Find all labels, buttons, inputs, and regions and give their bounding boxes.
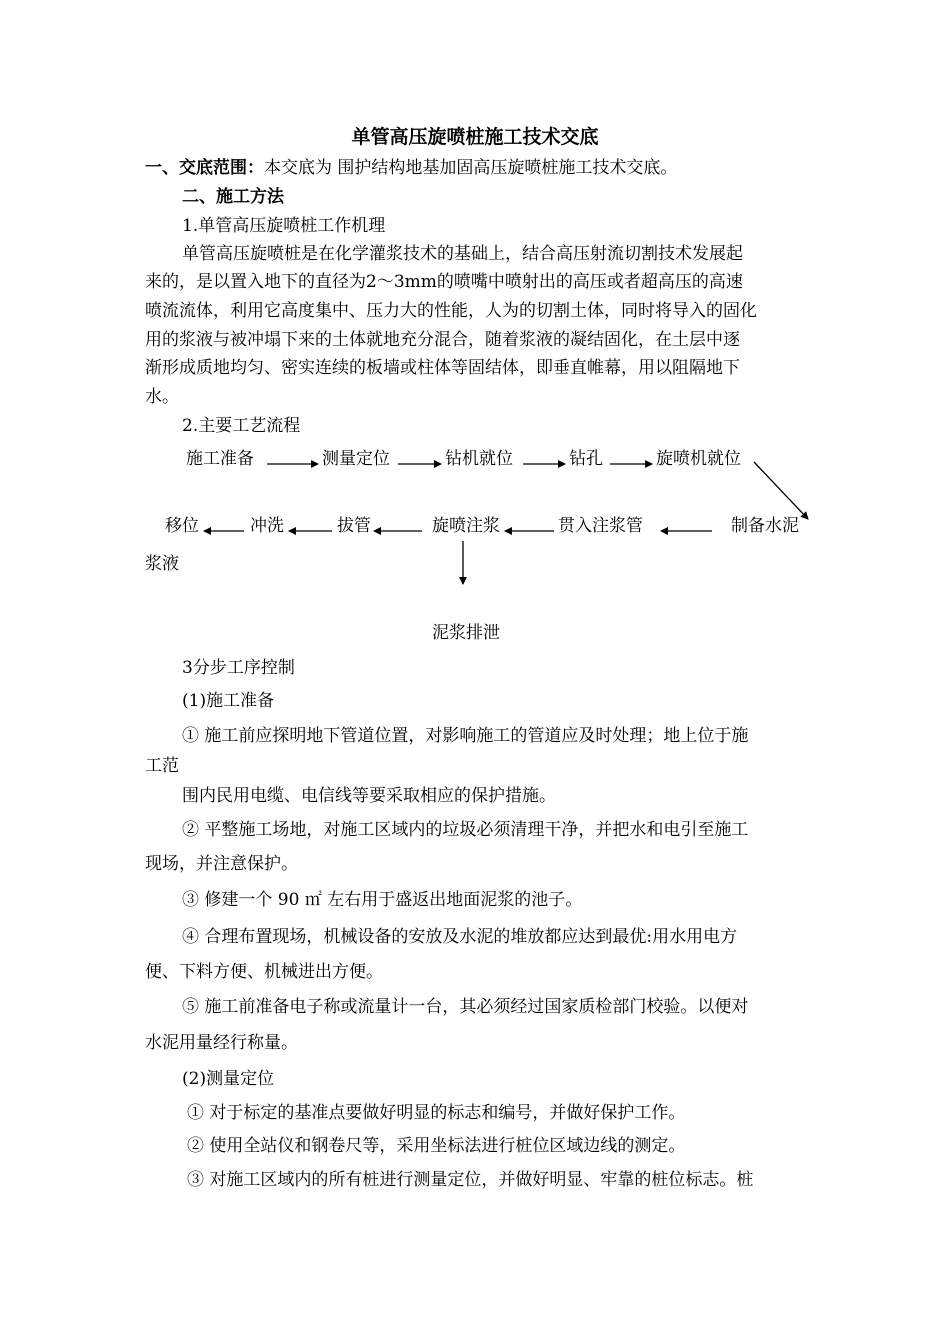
prep-item: 工范 <box>145 756 179 776</box>
mechanism-heading: 1.单管高压旋喷桩工作机理 <box>182 216 386 236</box>
prep-item: ④ 合理布置现场，机械设备的安放及水泥的堆放都应达到最优:用水用电方 <box>182 927 738 947</box>
prep-item: 围内民用电缆、电信线等要采取相应的保护措施。 <box>182 786 556 806</box>
mechanism-line: 水。 <box>145 387 179 407</box>
prep-item: ③ 修建一个 90 ㎡ 左右用于盛返出地面泥浆的池子。 <box>182 890 583 910</box>
scope-label: 一、交底范围： <box>145 158 264 178</box>
flow-step-flush: 冲洗 <box>250 516 284 536</box>
flow-step-jet-rig: 旋喷机就位 <box>656 449 741 469</box>
mechanism-line: 单管高压旋喷桩是在化学灌浆技术的基础上，结合高压射流切割技术发展起 <box>182 244 743 264</box>
prep-item: 水泥用量经行称量。 <box>145 1033 298 1053</box>
prep-item: 现场，并注意保护。 <box>145 854 298 874</box>
step-control-heading: 3分步工序控制 <box>182 658 295 678</box>
flow-step-rig: 钻机就位 <box>445 449 513 469</box>
mechanism-line: 渐形成质地均匀、密实连续的板墙或柱体等固结体，即垂直帷幕，用以阻隔地下 <box>145 358 740 378</box>
prep-item: ⑤ 施工前准备电子称或流量计一台，其必须经过国家质检部门校验。以便对 <box>182 997 749 1017</box>
flow-step-insert-pipe: 贯入注浆管 <box>558 516 643 536</box>
prep-item: ② 平整施工场地，对施工区域内的垃圾必须清理干净，并把水和电引至施工 <box>182 820 749 840</box>
flow-step-jet-grout: 旋喷注浆 <box>432 516 500 536</box>
prep-item: ① 施工前应探明地下管道位置，对影响施工的管道应及时处理；地上位于施 <box>182 726 749 746</box>
process-heading: 2.主要工艺流程 <box>182 416 301 436</box>
flow-step-survey: 测量定位 <box>322 449 390 469</box>
mechanism-line: 喷流流体，利用它高度集中、压力大的性能，人为的切割土体，同时将导入的固化 <box>145 301 757 321</box>
arrow-jet-rig-cement <box>754 462 808 519</box>
flow-step-move: 移位 <box>165 516 199 536</box>
page-title: 单管高压旋喷桩施工技术交底 <box>351 126 599 148</box>
flow-step-cement: 制备水泥 <box>731 516 799 536</box>
flow-step-cement-cont: 浆液 <box>145 554 179 574</box>
flow-step-prep: 施工准备 <box>186 449 254 469</box>
flow-step-drill: 钻孔 <box>569 449 603 469</box>
mechanism-line: 来的，是以置入地下的直径为2～3mm的喷嘴中喷射出的高压或者超高压的高速 <box>145 272 743 292</box>
flow-step-mud-drain: 泥浆排泄 <box>432 623 500 643</box>
survey-item: ① 对于标定的基准点要做好明显的标志和编号，并做好保护工作。 <box>187 1103 686 1123</box>
method-heading: 二、施工方法 <box>182 187 284 207</box>
survey-item: ③ 对施工区域内的所有桩进行测量定位，并做好明显、牢靠的桩位标志。桩 <box>187 1170 754 1190</box>
mechanism-line: 用的浆液与被冲塌下来的土体就地充分混合，随着浆液的凝结固化，在土层中逐 <box>145 330 740 350</box>
prep-item: 便、下料方便、机械进出方便。 <box>145 962 383 982</box>
scope-text: 本交底为 围护结构地基加固高压旋喷桩施工技术交底。 <box>264 158 678 178</box>
prep-heading: (1)施工准备 <box>182 691 275 711</box>
survey-heading: (2)测量定位 <box>182 1069 275 1089</box>
flow-step-pull: 拔管 <box>337 516 371 536</box>
survey-item: ② 使用全站仪和钢卷尺等，采用坐标法进行桩位区域边线的测定。 <box>187 1136 686 1156</box>
